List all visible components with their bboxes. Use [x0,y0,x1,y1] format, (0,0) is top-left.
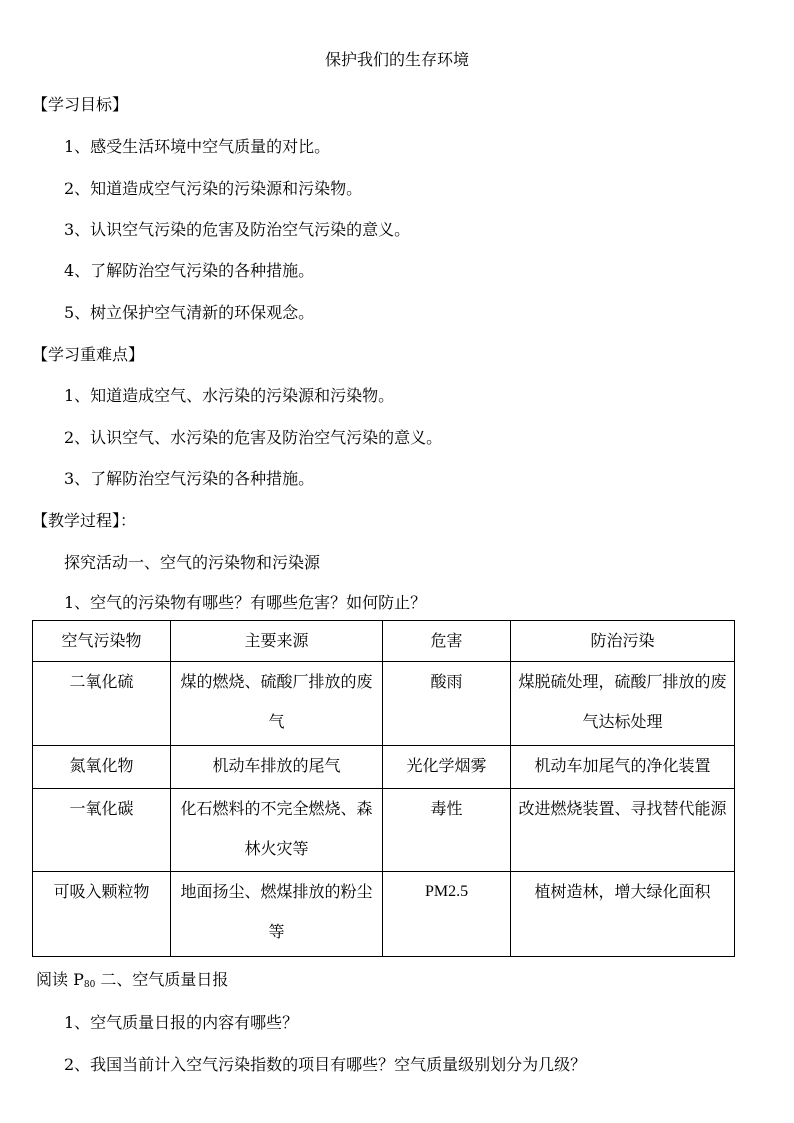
goal-item: 3、认识空气污染的危害及防治空气污染的意义。 [64,220,411,239]
table-row [33,746,735,789]
key-point-item: 1、知道造成空气、水污染的污染源和污染物。 [64,386,395,405]
table-cell: 改进燃烧装置、寻找替代能源 [511,789,735,872]
reading-question: 2、我国当前计入空气污染指数的项目有哪些？空气质量级别划分为几级？ [64,1055,587,1074]
reading-page-number: 80 [83,980,96,990]
reading-title: 二、空气质量日报 [100,970,229,989]
table-header-cell: 防治污染 [511,621,735,662]
goals-heading: 【学习目标】 [32,95,129,114]
table-cell: 地面扬尘、燃煤排放的粉尘等 [171,872,383,957]
table-cell: 机动车加尾气的净化装置 [511,746,735,789]
pollution-table [32,620,735,957]
table-cell: 氮氧化物 [33,746,171,789]
reading-prefix: 阅读 P [36,970,84,989]
table-cell: PM2.5 [383,872,511,957]
activity-question: 1、空气的污染物有哪些？有哪些危害？如何防止？ [64,593,427,612]
goal-item: 1、感受生活环境中空气质量的对比。 [64,137,331,156]
goal-item: 5、树立保护空气清新的环保观念。 [64,303,315,322]
reading-line [36,967,228,990]
table-row [33,662,735,746]
goal-item: 4、了解防治空气污染的各种措施。 [64,261,315,280]
table-row [33,789,735,872]
table-header-cell: 主要来源 [171,621,383,662]
reading-question: 1、空气质量日报的内容有哪些？ [64,1013,299,1032]
table-row [33,872,735,957]
key-point-item: 2、认识空气、水污染的危害及防治空气污染的意义。 [64,428,443,447]
table-cell: 一氧化碳 [33,789,171,872]
table-cell: 光化学烟雾 [383,746,511,789]
table-cell: 酸雨 [383,662,511,746]
key-points-heading: 【学习重难点】 [32,345,145,364]
process-heading: 【教学过程】： [32,511,137,530]
goal-item: 2、知道造成空气污染的污染源和污染物。 [64,179,363,198]
table-header-row [33,621,735,662]
table-cell: 煤脱硫处理，硫酸厂排放的废气达标处理 [511,662,735,746]
table-cell: 二氧化硫 [33,662,171,746]
key-point-item: 3、了解防治空气污染的各种措施。 [64,469,315,488]
table-header-cell: 空气污染物 [33,621,171,662]
table-header-cell: 危害 [383,621,511,662]
table-cell: 化石燃料的不完全燃烧、森林火灾等 [171,789,383,872]
table-cell: 煤的燃烧、硫酸厂排放的废气 [171,662,383,746]
activity-title: 探究活动一、空气的污染物和污染源 [64,553,321,572]
table-cell: 可吸入颗粒物 [33,872,171,957]
table-cell: 机动车排放的尾气 [171,746,383,789]
document-title: 保护我们的生存环境 [324,50,469,69]
table-cell: 植树造林，增大绿化面积 [511,872,735,957]
table-cell: 毒性 [383,789,511,872]
